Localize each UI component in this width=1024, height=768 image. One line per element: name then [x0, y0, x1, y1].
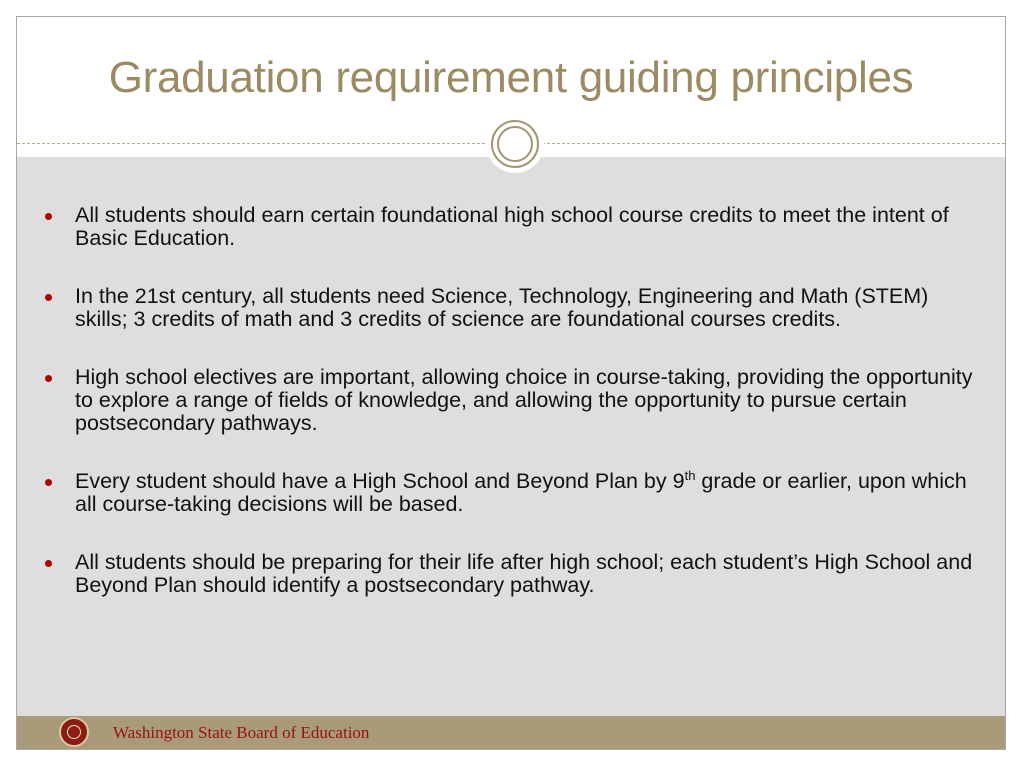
slide	[16, 16, 1006, 750]
bullet-item	[39, 551, 979, 597]
bullet-text: All students should be preparing for their life after high school; each student’s High School and Beyond Plan should identify a postsecondary pathway.	[75, 550, 973, 597]
footer-organization: Washington State Board of Education	[113, 723, 370, 742]
bullet-text-end: grade or earlier, upon which all course-taking decisions will be based.	[75, 469, 967, 516]
bullet-list	[39, 204, 979, 632]
ornament-inner-ring	[497, 126, 533, 162]
bullet-text: High school electives are important, allowing choice in course-taking, providing the opportunity to explore a range of fields of knowledge, and allowing the opportunity to pursue certain postsecondary pathways.	[75, 365, 973, 435]
bullet-item	[39, 366, 979, 435]
bullet-dot-icon	[45, 479, 52, 486]
bullet-text-start: Every student should have a High School and Beyond Plan by 9	[75, 469, 685, 493]
footer-bar	[17, 716, 1005, 749]
bullet-text: In the 21st century, all students need Science, Technology, Engineering and Math (STEM) skills; 3 credits of math and 3 credits of science are foundational courses credits.	[75, 284, 929, 331]
bullet-item	[39, 204, 979, 250]
slide-title: Graduation requirement guiding principles	[108, 53, 914, 102]
bullet-dot-icon	[45, 294, 52, 301]
bullet-dot-icon	[45, 213, 52, 220]
ordinal-superscript: th	[684, 467, 696, 483]
bullet-dot-icon	[45, 375, 52, 382]
seal-inner-ring	[67, 725, 81, 739]
bullet-item	[39, 285, 979, 331]
bullet-item	[39, 467, 979, 516]
bullet-text: All students should earn certain foundational high school course credits to meet the intent of Basic Education.	[75, 203, 949, 250]
bullet-dot-icon	[45, 560, 52, 567]
state-board-seal-icon	[59, 717, 89, 747]
